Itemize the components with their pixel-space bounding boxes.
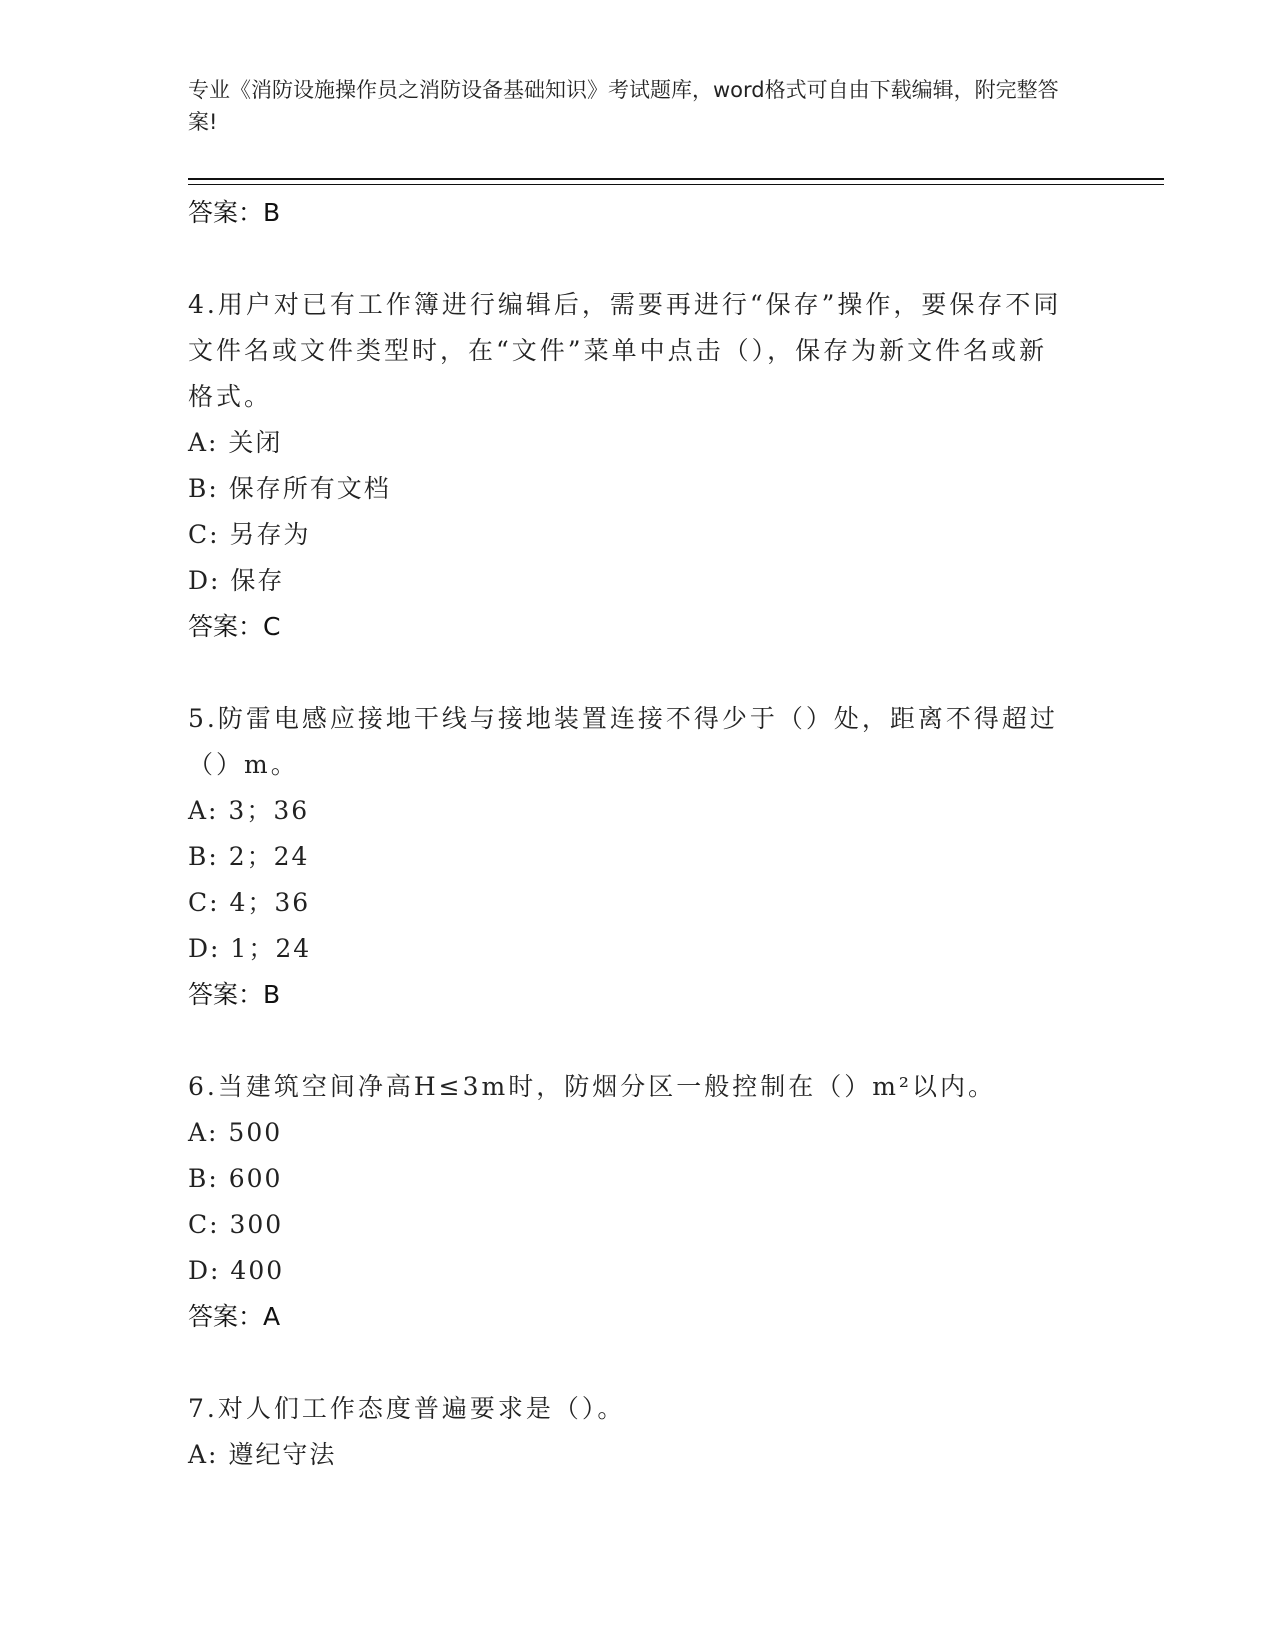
option-a: A: 关闭 <box>188 428 283 457</box>
option-b: B: 600 <box>188 1164 283 1193</box>
question-text: 7.对人们工作态度普遍要求是（）。 <box>188 1394 626 1423</box>
option-b: B: 保存所有文档 <box>188 474 391 503</box>
question-text: 4.用户对已有工作簿进行编辑后，需要再进行“保存”操作，要保存不同文件名或文件类型时，在“文件”菜单中点击（），保存为新文件名或新格式。 <box>188 290 1062 411</box>
question-text: 6.当建筑空间净高H≤3m时，防烟分区一般控制在（）m²以内。 <box>188 1072 996 1101</box>
option-b: B: 2；24 <box>188 842 310 871</box>
document-header: 专业《消防设施操作员之消防设备基础知识》考试题库，word格式可自由下载编辑，附完整答案! <box>188 78 1059 134</box>
option-a: A: 遵纪守法 <box>188 1440 337 1469</box>
option-c: C: 另存为 <box>188 520 311 549</box>
answer: 答案：B <box>188 980 281 1009</box>
option-d: D: 400 <box>188 1256 285 1285</box>
spacer <box>188 1018 1068 1064</box>
previous-answer: 答案：B <box>188 198 281 227</box>
spacer <box>188 236 1068 282</box>
spacer <box>188 1340 1068 1386</box>
option-c: C: 4；36 <box>188 888 311 917</box>
header-rule-thick <box>188 178 1164 180</box>
question-text: 5.防雷电感应接地干线与接地装置连接不得少于（）处，距离不得超过（）m。 <box>188 704 1058 779</box>
question-5 <box>188 696 1068 1018</box>
question-4 <box>188 282 1068 650</box>
question-6 <box>188 1064 1068 1340</box>
header-rule-thin <box>188 184 1164 185</box>
question-7 <box>188 1386 1068 1478</box>
answer: 答案：C <box>188 612 281 641</box>
question-list <box>188 190 1068 1478</box>
option-a: A: 500 <box>188 1118 283 1147</box>
option-d: D: 1；24 <box>188 934 312 963</box>
option-c: C: 300 <box>188 1210 284 1239</box>
spacer <box>188 650 1068 696</box>
answer: 答案：A <box>188 1302 281 1331</box>
option-a: A: 3；36 <box>188 796 310 825</box>
option-d: D: 保存 <box>188 566 285 595</box>
